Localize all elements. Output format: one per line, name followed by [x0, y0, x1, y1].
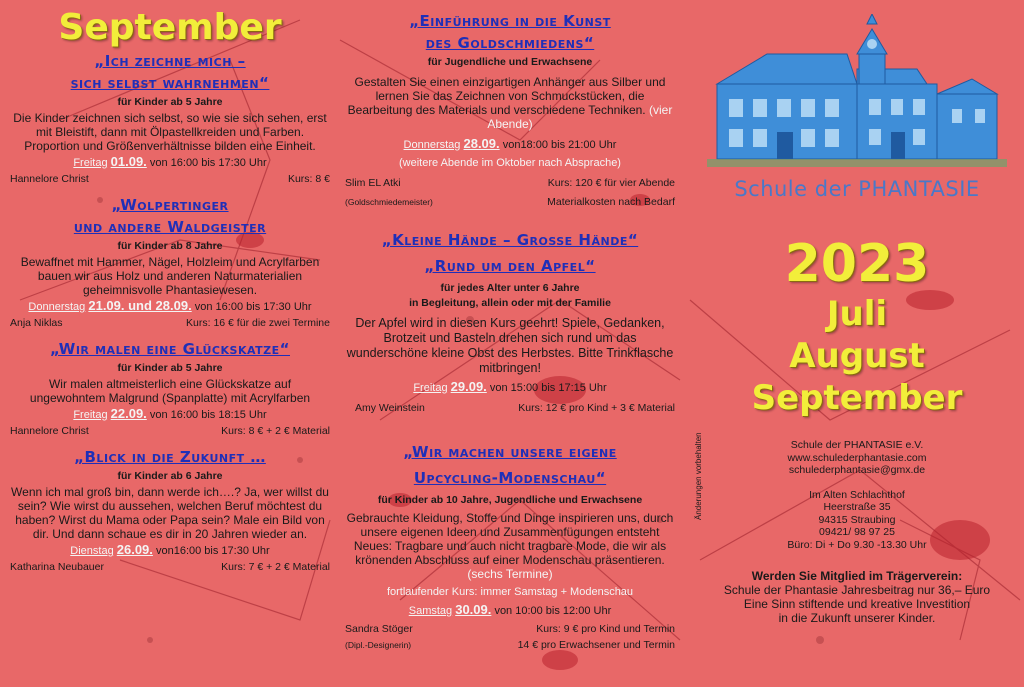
course-meta	[345, 401, 675, 415]
course-day: Donnerstag	[403, 139, 461, 151]
membership-title: Werden Sie Mitglied im Trägerverein:	[751, 569, 963, 583]
course-title: „Wolpertinger	[111, 196, 229, 214]
course-audience: für Jugendliche und Erwachsene	[427, 56, 593, 68]
course-audience: für Kinder ab 5 Jahre	[117, 96, 223, 108]
address-block	[690, 489, 1024, 552]
month-september: September	[751, 378, 963, 418]
course-audience: für Kinder ab 6 Jahre	[117, 470, 223, 482]
course-audience: für Kinder ab 8 Jahre	[117, 240, 223, 252]
contact-website[interactable]: www.schulederphantasie.com	[787, 451, 927, 464]
course-time: von 15:00 bis 17:15 Uhr	[489, 382, 607, 394]
course-extra: (weitere Abende im Oktober nach Absprache)	[399, 157, 621, 169]
course-schedule	[345, 380, 675, 395]
course-fee: Kurs: 9 € pro Kind und Termin	[536, 623, 675, 635]
course-schedule	[10, 299, 330, 314]
course-ich-zeichne-mich	[10, 50, 330, 186]
course-fee: Kurs: 16 € für die zwei Termine	[186, 317, 330, 329]
course-title-line2: sich selbst wahrnehmen“	[70, 74, 270, 92]
course-title-line2: „Rund um den Apfel“	[424, 257, 596, 275]
year-heading: 2023	[784, 234, 930, 294]
course-schedule	[345, 137, 675, 152]
course-description	[345, 75, 675, 131]
course-meta	[345, 622, 675, 636]
address-line: 94315 Straubing	[818, 513, 896, 526]
course-teacher: Hannelore Christ	[10, 173, 89, 185]
course-fee: Kurs: 8 € + 2 € Material	[221, 425, 330, 437]
course-day: Donnerstag	[28, 301, 86, 313]
course-title: „Ich zeichne mich –	[94, 52, 246, 70]
course-date: 01.09.	[110, 154, 147, 169]
course-description: Wir malen altmeisterlich eine Glückskatze auf ungewohntem Malgrund (Spanplatte) mit Acrylfarben	[29, 377, 311, 405]
course-title-line2: Upcycling-Modenschau“	[413, 469, 607, 487]
course-glueckskatze	[10, 338, 330, 438]
phone-number: 09421/ 98 97 25	[819, 526, 895, 538]
course-title: „Wir malen eine Glückskatze“	[50, 340, 290, 358]
course-description: Wenn ich mal groß bin, dann werde ich….? Ja, wer willst du sein? Wie wirst du aussehen, welchen Beruf möchtest du haben? Wirst du Mama oder Papa sein? Male ein Bild von dir. Und dann schaue es dir in 20 Jahren wieder an.	[11, 485, 329, 541]
course-fee-note: Materialkosten nach Bedarf	[547, 196, 675, 208]
membership-block	[690, 569, 1024, 625]
address-line: Im Alten Schlachthof	[809, 488, 905, 501]
course-description-note: (sechs Termine)	[467, 567, 553, 581]
course-meta-notes	[345, 195, 675, 209]
course-description: Die Kinder zeichnen sich selbst, so wie sie sich sehen, erst mit Bleistift, dann mit Ölpastellkreiden und Farben. Proportion und Größenverhältnisse bilden eine Einheit.	[13, 111, 327, 153]
course-title: „Blick in die Zukunft …	[74, 448, 266, 466]
contact-block	[690, 439, 1024, 477]
course-meta	[10, 316, 330, 330]
course-time: von 16:00 bis 17:30 Uhr	[149, 157, 267, 169]
course-date: 29.09.	[450, 379, 487, 394]
month-august: August	[789, 336, 925, 376]
course-audience: für Kinder ab 5 Jahre	[117, 362, 223, 374]
course-date: 22.09.	[110, 406, 147, 421]
course-day: Samstag	[408, 605, 453, 617]
column-middle	[345, 0, 675, 652]
course-fee: Kurs: 8 €	[287, 173, 330, 185]
course-teacher-note: (Goldschmiedemeister)	[345, 197, 433, 207]
membership-line: Eine Sinn stiftende und kreative Investition	[743, 597, 971, 611]
course-extra: fortlaufender Kurs: immer Samstag + Modenschau	[386, 586, 634, 598]
course-meta-notes	[345, 638, 675, 652]
school-building-logo	[707, 14, 1007, 179]
course-upcycling	[345, 441, 675, 652]
course-schedule	[10, 407, 330, 422]
course-description-text: Gestalten Sie einen einzigartigen Anhänger aus Silber und lernen Sie das Zeichnen von Schmuckstücken, die Bearbeitung des Materials und verschiedene Techniken.	[347, 75, 666, 117]
course-description	[345, 511, 675, 581]
course-description-note: (vier Abende)	[487, 103, 673, 131]
course-time: von16:00 bis 17:30 Uhr	[155, 545, 270, 557]
course-teacher: Sandra Stöger	[345, 623, 413, 635]
course-meta	[10, 560, 330, 574]
course-description: Bewaffnet mit Hammer, Nägel, Holzleim und Acrylfarben bauen wir aus Holz und anderen Naturmaterialien geheimnisvolle Phantasiewesen.	[20, 255, 320, 297]
course-kleine-haende	[345, 229, 675, 415]
column-september	[10, 0, 330, 574]
course-day: Freitag	[73, 157, 108, 169]
course-blick-in-die-zukunft	[10, 446, 330, 574]
course-audience: für Kinder ab 10 Jahre, Jugendliche und Erwachsene	[377, 494, 643, 506]
course-meta	[10, 172, 330, 186]
course-time: von18:00 bis 21:00 Uhr	[502, 139, 617, 151]
column-cover	[690, 0, 1024, 625]
course-fee: Kurs: 120 € für vier Abende	[547, 177, 675, 189]
course-day: Freitag	[413, 382, 448, 394]
course-schedule	[10, 543, 330, 558]
changes-reserved-note: Änderungen vorbehalten	[694, 432, 703, 520]
office-hours: Büro: Di + Do 9.30 -13.30 Uhr	[787, 538, 927, 551]
course-goldschmieden	[345, 10, 675, 209]
course-time: von 16:00 bis 17:30 Uhr	[194, 301, 312, 313]
course-schedule	[345, 603, 675, 618]
course-time: von 10:00 bis 12:00 Uhr	[494, 605, 612, 617]
course-teacher: Hannelore Christ	[10, 425, 89, 437]
course-audience-line2: in Begleitung, allein oder mit der Familie	[409, 297, 611, 309]
course-meta	[10, 424, 330, 438]
course-date: 30.09.	[455, 602, 492, 617]
course-teacher: Katharina Neubauer	[10, 561, 104, 573]
course-title-line2: des Goldschmiedens“	[425, 34, 595, 52]
course-wolpertinger	[10, 194, 330, 330]
course-audience: für jedes Alter unter 6 Jahre	[440, 282, 580, 294]
course-description: Der Apfel wird in diesen Kurs geehrt! Spiele, Gedanken, Brotzeit und Basteln drehen sich rund um das wunderschöne kleine Obst des Herbstes. Bitte Trinkflasche mitbringen!	[346, 316, 674, 375]
course-description-text: Gebrauchte Kleidung, Stoffe und Dinge inspirieren uns, durch unsere eigenen Ideen und Zusammenfügungen entsteht Neues: Tragbare und auch nicht tragbare Mode, die wir als krönenden Abschluss auf einer Modenschau präsentieren.	[346, 511, 674, 567]
course-day: Freitag	[73, 409, 108, 421]
course-time: von 16:00 bis 18:15 Uhr	[149, 409, 267, 421]
school-logo-text: Schule der PHANTASIE	[734, 177, 980, 201]
course-date: 26.09.	[116, 542, 153, 557]
membership-line: in die Zukunft unserer Kinder.	[778, 611, 936, 625]
school-building-icon	[707, 14, 1007, 179]
course-title: „Wir machen unsere eigene	[403, 443, 617, 461]
month-july: Juli	[826, 294, 888, 334]
course-teacher-note: (Dipl.-Designerin)	[345, 640, 412, 650]
course-teacher: Anja Niklas	[10, 317, 63, 329]
course-date: 28.09.	[463, 136, 500, 151]
course-teacher: Amy Weinstein	[355, 402, 425, 414]
course-fee-note: 14 € pro Erwachsener und Termin	[517, 639, 675, 651]
contact-email[interactable]: schulederphantasie@gmx.de	[788, 464, 926, 476]
course-date: 21.09. und 28.09.	[88, 298, 192, 313]
course-title: „Einführung in die Kunst	[409, 12, 611, 30]
month-heading: September	[58, 7, 282, 48]
course-meta	[345, 176, 675, 190]
course-day: Dienstag	[70, 545, 114, 557]
membership-line: Schule der Phantasie Jahresbeitrag nur 36,– Euro	[723, 583, 991, 597]
course-schedule	[10, 155, 330, 170]
course-fee: Kurs: 12 € pro Kind + 3 € Material	[518, 402, 675, 414]
address-line: Heerstraße 35	[823, 501, 891, 513]
course-title-line2: und andere Waldgeister	[73, 218, 267, 236]
course-title: „Kleine Hände – Grosse Hände“	[381, 231, 639, 249]
course-teacher: Slim EL Atki	[345, 177, 401, 189]
contact-org: Schule der PHANTASIE e.V.	[790, 439, 924, 451]
course-fee: Kurs: 7 € + 2 € Material	[221, 561, 330, 573]
